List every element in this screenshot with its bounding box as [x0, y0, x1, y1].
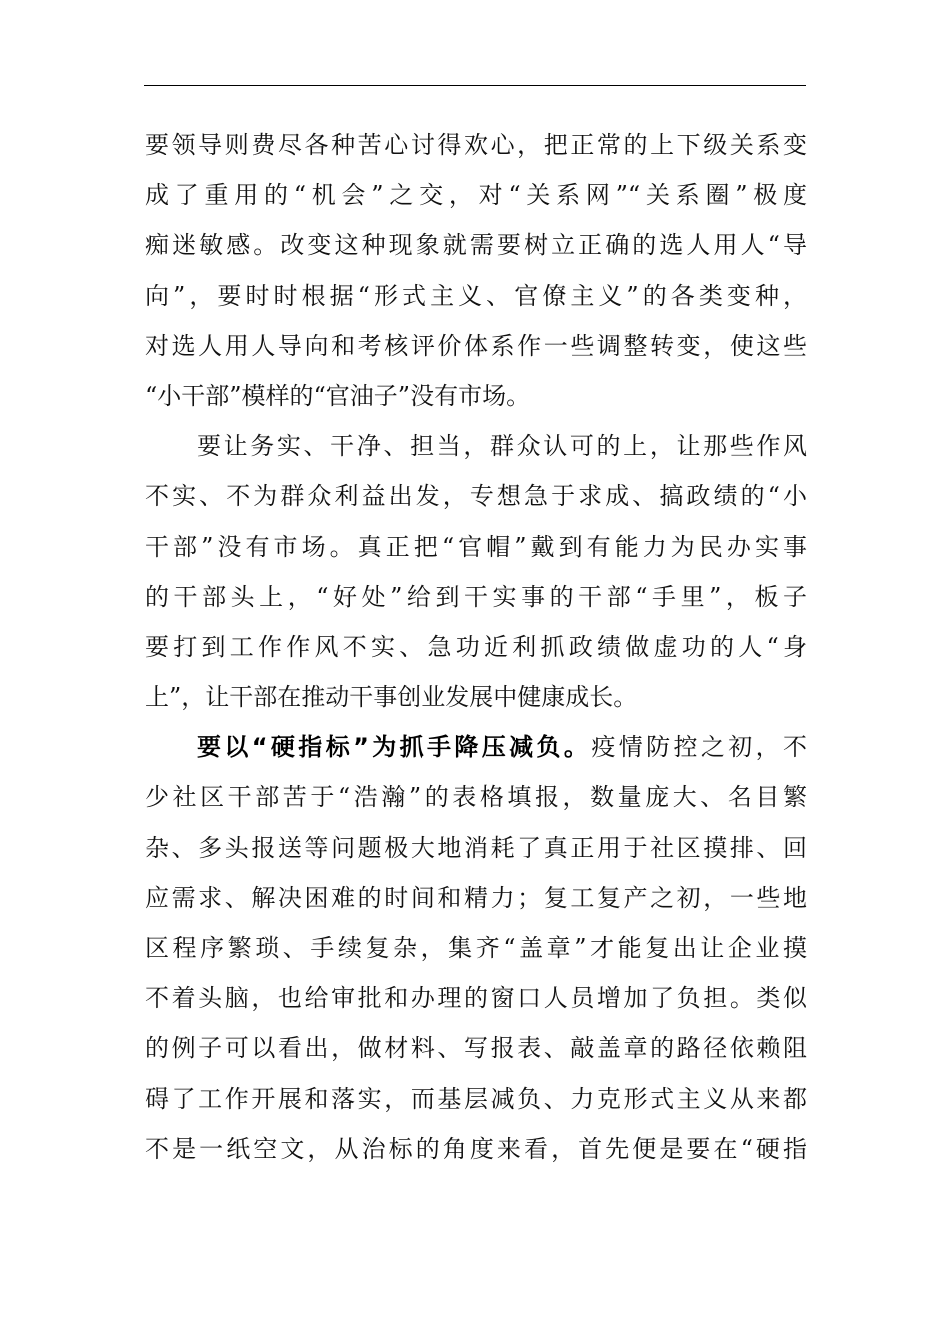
text-line: 区程序繁琐、手续复杂，集齐“盖章”才能复出让企业摸 [145, 934, 807, 962]
paragraph-3 [145, 722, 807, 1174]
text-line: 成了重用的“机会”之交，对“关系网”“关系圈”极度 [145, 181, 807, 210]
text-line: 不实、不为群众利益出发，专想急于求成、搞政绩的“小 [145, 482, 807, 511]
text-line: 不着头脑，也给审批和办理的窗口人员增加了负担。类似 [145, 984, 807, 1013]
text-line: 上”，让干部在推动干事创业发展中健康成长。 [145, 683, 638, 712]
text-line: 干部”没有市场。真正把“官帽”戴到有能力为民办实事 [145, 532, 807, 561]
text-line: 对选人用人导向和考核评价体系作一些调整转变，使这些 [145, 331, 807, 360]
text-line: 不是一纸空文，从治标的角度来看，首先便是要在“硬指 [145, 1134, 807, 1163]
text-line: 要打到工作作风不实、急功近利抓政绩做虚功的人“身 [145, 632, 807, 661]
header-rule [144, 85, 806, 86]
body-text [145, 120, 807, 1174]
text-line: 要让务实、干净、担当，群众认可的上，让那些作风 [197, 432, 807, 461]
text-line: 的例子可以看出，做材料、写报表、敲盖章的路径依赖阻 [145, 1034, 807, 1063]
text-line: “小干部”模样的“官油子”没有市场。 [145, 381, 531, 410]
text-line: 应需求、解决困难的时间和精力；复工复产之初，一些地 [145, 883, 807, 912]
text-line: 杂、多头报送等问题极大地消耗了真正用于社区摸排、回 [145, 833, 807, 862]
text-line: 碍了工作开展和落实，而基层减负、力克形式主义从来都 [145, 1084, 807, 1113]
bold-lead-sentence: 要以“硬指标”为抓手降压减负。 [197, 733, 592, 762]
text-run: 疫情防控之初，不 [591, 733, 807, 762]
text-line: 少社区干部苦于“浩瀚”的表格填报，数量庞大、名目繁 [145, 783, 807, 812]
text-line: 的干部头上，“好处”给到干实事的干部“手里”，板子 [145, 582, 807, 611]
paragraph-1 [145, 120, 807, 421]
text-line: 向”，要时时根据“形式主义、官僚主义”的各类变种， [145, 281, 807, 310]
paragraph-2 [145, 421, 807, 722]
text-line: 痴迷敏感。改变这种现象就需要树立正确的选人用人“导 [145, 231, 807, 260]
text-line: 要领导则费尽各种苦心讨得欢心，把正常的上下级关系变 [145, 131, 807, 159]
text-line [145, 722, 807, 772]
